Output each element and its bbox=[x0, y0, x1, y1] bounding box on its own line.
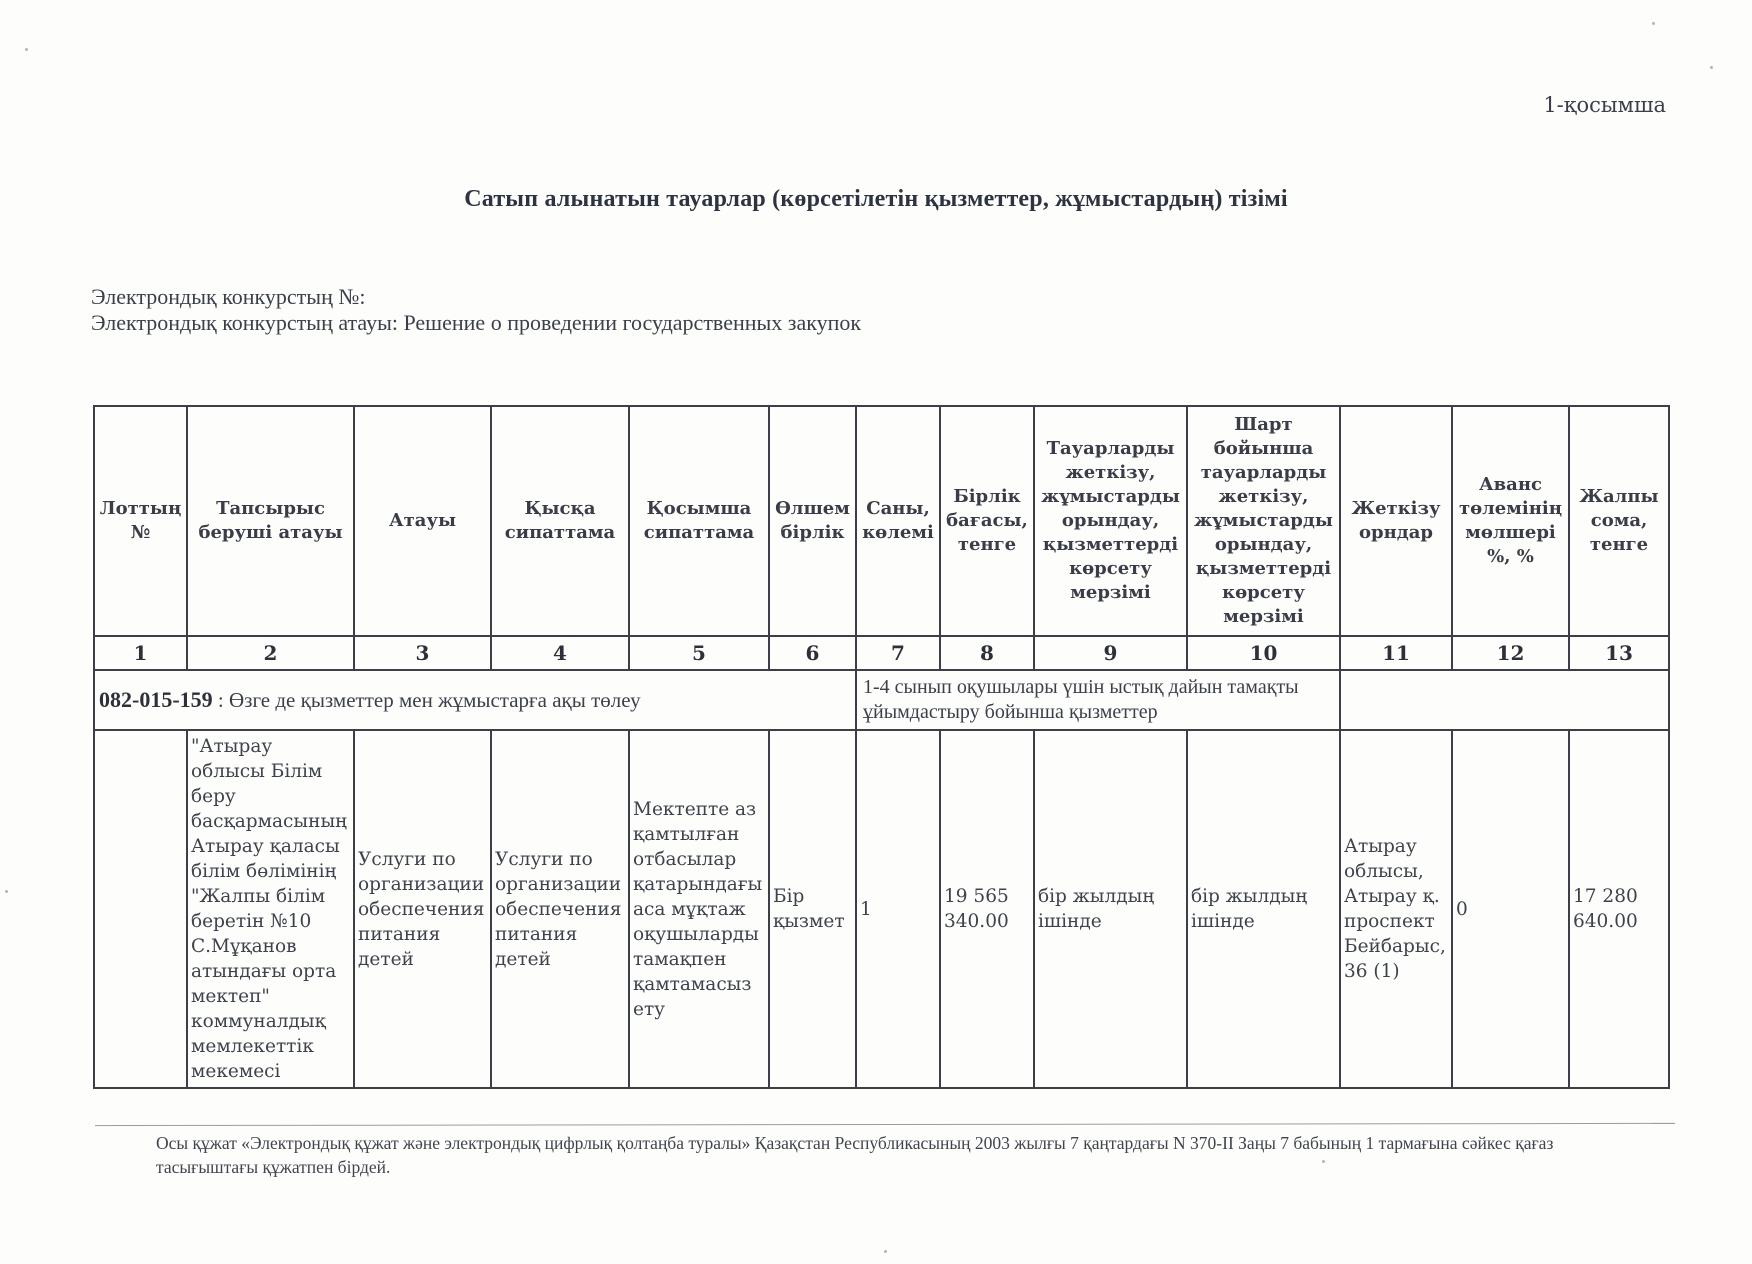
category-empty-cell bbox=[1340, 670, 1669, 730]
cell-short-description: Услуги по организации обеспечения питания детей bbox=[491, 730, 629, 1088]
cell-quantity: 1 bbox=[856, 730, 940, 1088]
cell-name: Услуги по организации обеспечения питания детей bbox=[354, 730, 491, 1088]
header-unit: Өлшем бірлік bbox=[769, 406, 856, 636]
header-total-amount: Жалпы сома, тенге bbox=[1569, 406, 1669, 636]
column-number: 6 bbox=[769, 636, 856, 670]
column-number: 3 bbox=[354, 636, 491, 670]
table-row bbox=[94, 730, 1669, 1088]
header-contract-delivery-term: Шарт бойынша тауарларды жеткізу, жұмыстарды орындау, қызметтерді көрсету мерзімі bbox=[1187, 406, 1340, 636]
competition-name-value: Решение о проведении государственных закупок bbox=[403, 310, 862, 335]
page-title: Сатып алынатын тауарлар (көрсетілетін қызметтер, жұмыстардың) тізімі bbox=[464, 186, 1288, 212]
cell-additional-description: Мектепте аз қамтылған отбасылар қатарындағы аса мұқтаж оқушыларды тамақпен қамтамасыз ету bbox=[629, 730, 769, 1088]
annex-label: 1-қосымша bbox=[1543, 93, 1666, 117]
scan-speck bbox=[884, 1250, 887, 1253]
header-lot-number: Лоттың № bbox=[94, 406, 187, 636]
scan-speck bbox=[1322, 1160, 1325, 1163]
column-number: 9 bbox=[1034, 636, 1187, 670]
cell-customer: "Атырау облысы Білім беру басқармасының Атырау қаласы білім бөлімінің "Жалпы білім беретін №10 С.Мұқанов атындағы орта мектеп" коммуналдық мемлекеттік мекемесі bbox=[187, 730, 354, 1088]
cell-unit: Бір қызмет bbox=[769, 730, 856, 1088]
category-name: Өзге де қызметтер мен жұмыстарға ақы төлеу bbox=[229, 688, 641, 712]
header-row bbox=[94, 406, 1669, 636]
column-number: 12 bbox=[1452, 636, 1569, 670]
header-delivery-term: Тауарларды жеткізу, жұмыстарды орындау, қызметтерді көрсету мерзімі bbox=[1034, 406, 1187, 636]
header-name: Атауы bbox=[354, 406, 491, 636]
column-number-row bbox=[94, 636, 1669, 670]
column-number: 11 bbox=[1340, 636, 1452, 670]
header-customer: Тапсырыс беруші атауы bbox=[187, 406, 354, 636]
column-number: 8 bbox=[940, 636, 1034, 670]
footer-note: Осы құжат «Электрондық құжат және электрондық цифрлық қолтаңба туралы» Қазақстан Республикасының 2003 жылғы 7 қаңтардағы N 370-II Заңы 7 бабының 1 тармағына сәйкес қағаз тасығыштағы құжатпен бірдей. bbox=[156, 1133, 1554, 1177]
competition-name-label: Электрондық конкурстың атауы: bbox=[91, 310, 398, 335]
header-unit-price: Бірлік бағасы, тенге bbox=[940, 406, 1034, 636]
cell-unit-price: 19 565 340.00 bbox=[940, 730, 1034, 1088]
cell-advance-percent: 0 bbox=[1452, 730, 1569, 1088]
cell-lot-number bbox=[94, 730, 187, 1088]
scan-speck bbox=[1652, 22, 1655, 25]
column-number: 7 bbox=[856, 636, 940, 670]
procurement-table bbox=[93, 405, 1670, 1089]
cell-delivery-term: бір жылдың ішінде bbox=[1034, 730, 1187, 1088]
budget-code: 082-015-159 bbox=[99, 687, 213, 712]
category-row bbox=[94, 670, 1669, 730]
column-number: 13 bbox=[1569, 636, 1669, 670]
header-delivery-place: Жеткізу орндар bbox=[1340, 406, 1452, 636]
column-number: 5 bbox=[629, 636, 769, 670]
cell-total-amount: 17 280 640.00 bbox=[1569, 730, 1669, 1088]
cell-contract-delivery-term: бір жылдың ішінде bbox=[1187, 730, 1340, 1088]
scan-speck bbox=[5, 890, 8, 893]
header-short-description: Қысқа сипаттама bbox=[491, 406, 629, 636]
column-number: 10 bbox=[1187, 636, 1340, 670]
column-number: 4 bbox=[491, 636, 629, 670]
column-number: 1 bbox=[94, 636, 187, 670]
header-quantity: Саны, көлемі bbox=[856, 406, 940, 636]
footer-divider bbox=[95, 1123, 1675, 1126]
category-description: 1-4 сынып оқушылары үшін ыстық дайын тамақты ұйымдастыру бойынша қызметтер bbox=[856, 670, 1340, 730]
category-separator: : bbox=[212, 688, 229, 712]
competition-number bbox=[91, 284, 365, 310]
header-additional-description: Қосымша сипаттама bbox=[629, 406, 769, 636]
column-number: 2 bbox=[187, 636, 354, 670]
scan-speck bbox=[1710, 66, 1713, 69]
competition-name bbox=[91, 310, 861, 336]
scan-speck bbox=[25, 48, 28, 51]
header-advance-percent: Аванс төлемінің мөлшері %, % bbox=[1452, 406, 1569, 636]
cell-delivery-place: Атырау облысы, Атырау қ. проспект Бейбарыс, 36 (1) bbox=[1340, 730, 1452, 1088]
competition-number-label: Электрондық конкурстың №: bbox=[91, 284, 366, 309]
category-cell bbox=[94, 670, 856, 730]
